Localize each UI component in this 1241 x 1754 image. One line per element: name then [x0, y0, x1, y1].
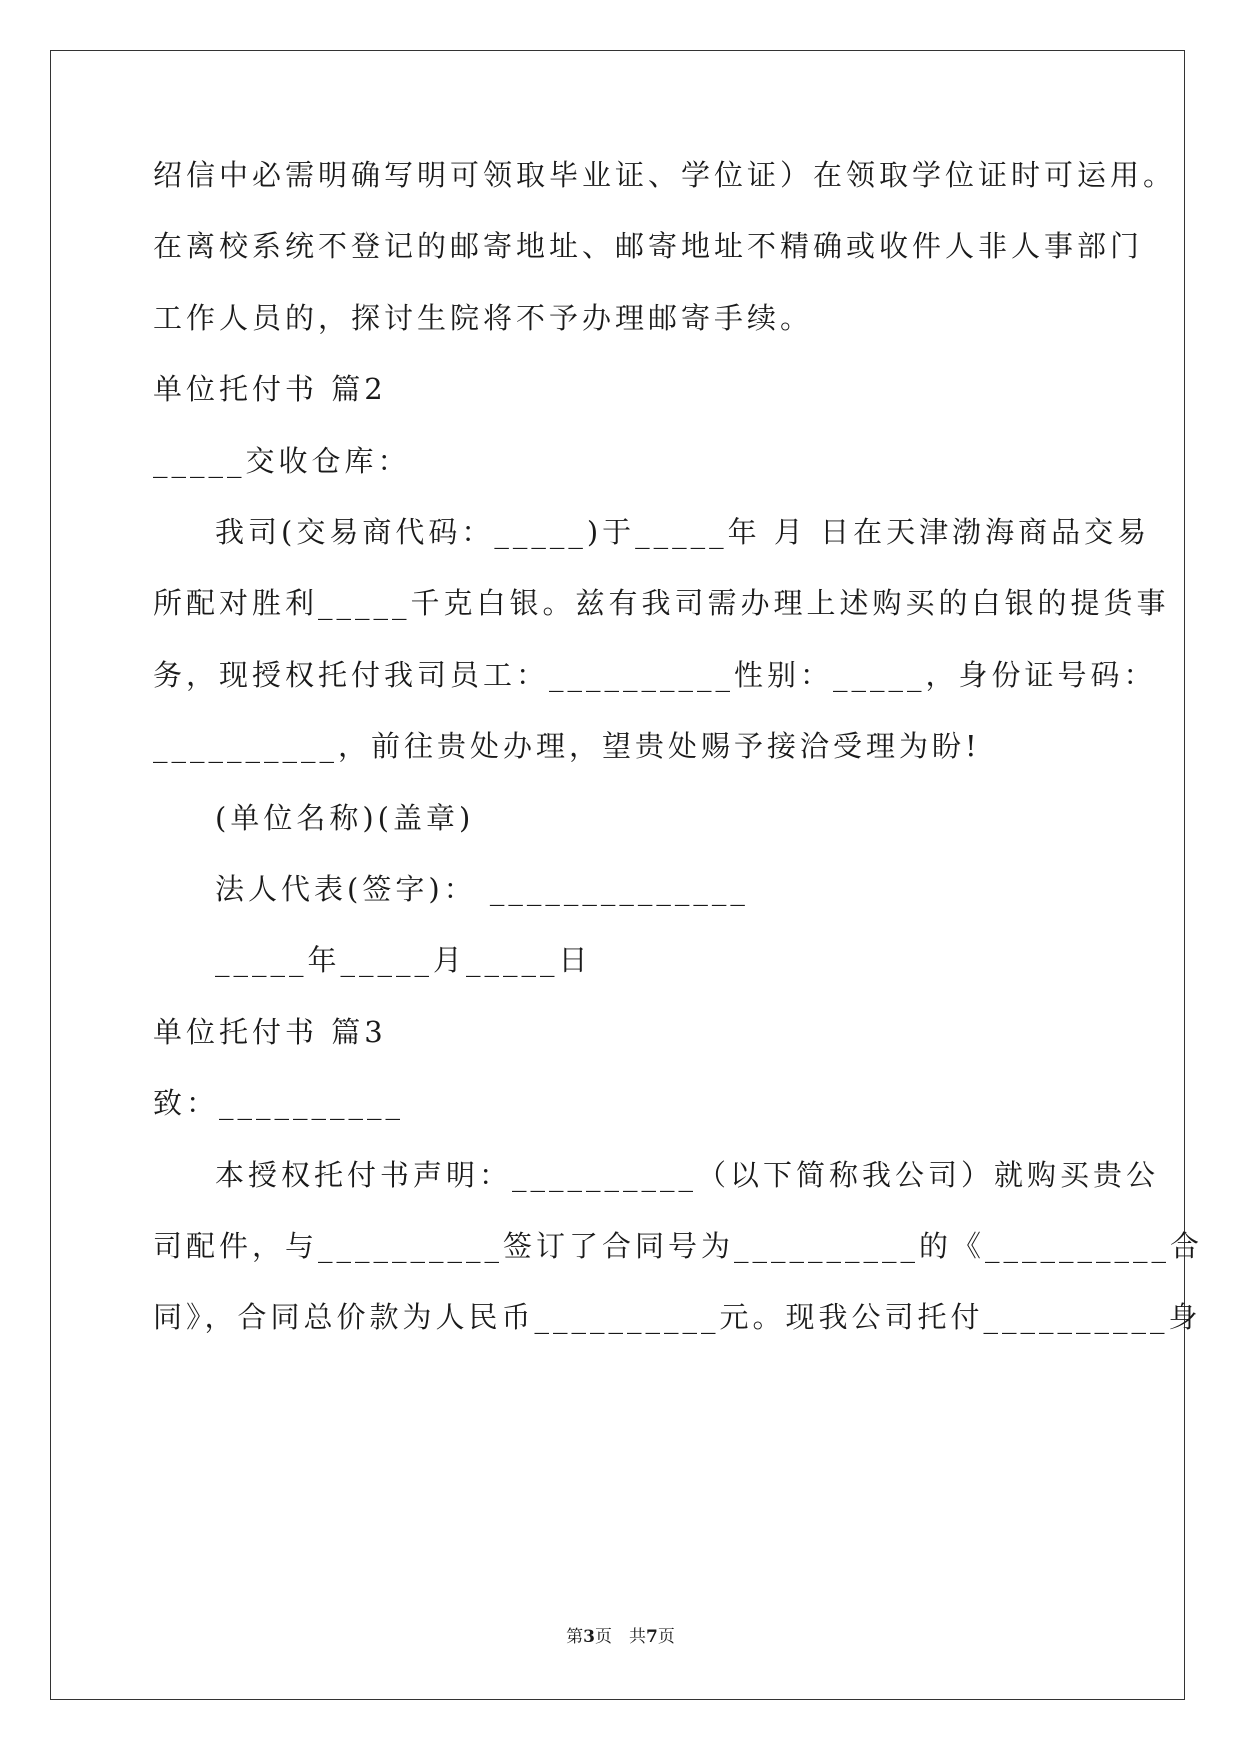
footer-total-pages: 7 — [646, 1627, 658, 1647]
page-footer — [0, 1625, 1241, 1649]
body-line-4: __________，前往贵处办理，望贵处赐予接洽受理为盼! — [153, 729, 981, 763]
section-heading-3: 单位托付书 篇3 — [153, 1015, 387, 1049]
date-line: _____年_____月_____日 — [215, 943, 592, 977]
to-line: 致：__________ — [153, 1086, 405, 1120]
footer-suffix: 页 — [657, 1627, 675, 1647]
footer-current-page: 3 — [583, 1627, 595, 1647]
footer-mid: 页 共 — [595, 1627, 646, 1647]
text-line-1: 绍信中必需明确写明可领取毕业证、学位证）在领取学位证时可运用。 — [153, 158, 1177, 192]
section-heading-2: 单位托付书 篇2 — [153, 372, 387, 406]
legal-rep-signature: 法人代表(签字)： ______________ — [215, 872, 749, 906]
text-line-3: 工作人员的，探讨生院将不予办理邮寄手续。 — [153, 301, 814, 335]
body3-line-3: 同》，合同总价款为人民币__________元。现我公司托付__________身 — [153, 1300, 1202, 1334]
body-line-1: 我司(交易商代码：_____)于_____年 月 日在天津渤海商品交易 — [215, 515, 1151, 549]
body3-line-2: 司配件，与__________签订了合同号为__________的《__________合 — [153, 1229, 1204, 1263]
footer-prefix: 第 — [566, 1627, 584, 1647]
addressee-line: _____交收仓库： — [153, 444, 411, 478]
body-line-3: 务，现授权托付我司员工：__________性别：_____，身份证号码： — [153, 658, 1157, 692]
body3-line-1: 本授权托付书声明：__________（以下简称我公司）就购买贵公 — [215, 1158, 1160, 1192]
text-line-2: 在离校系统不登记的邮寄地址、邮寄地址不精确或收件人非人事部门 — [153, 229, 1144, 263]
unit-name-seal: (单位名称)(盖章) — [215, 801, 475, 835]
body-line-2: 所配对胜利_____千克白银。兹有我司需办理上述购买的白银的提货事 — [153, 586, 1170, 620]
